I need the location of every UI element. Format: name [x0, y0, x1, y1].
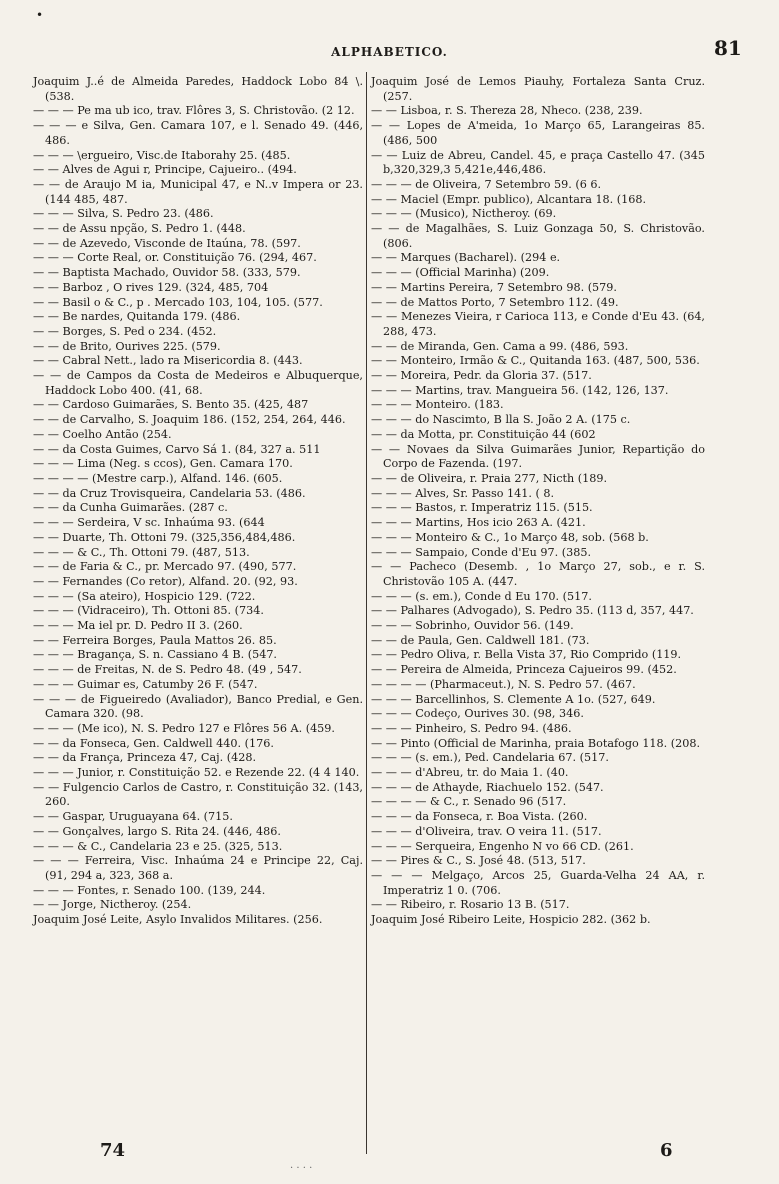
directory-entry: — — — Pinheiro, S. Pedro 94. (486. — [371, 721, 572, 735]
signature-mark-right: 6 — [660, 1140, 673, 1161]
right-column — [371, 75, 705, 928]
directory-entry: — — — Alves, Sr. Passo 141. ( 8. — [371, 486, 555, 500]
directory-entry: — — — (Me ico), N. S. Pedro 127 e Flôres 56 A. (459. — [33, 721, 335, 735]
directory-entry: — — — & C., Th. Ottoni 79. (487, 513. — [33, 545, 250, 559]
directory-entry: — — — Sobrinho, Ouvidor 56. (149. — [371, 619, 574, 633]
directory-entry: — — — de Oliveira, 7 Setembro 59. (6 6. — [371, 177, 602, 191]
directory-entry: — — Coelho Antão (254. — [33, 427, 172, 441]
directory-entry: — — — Sampaio, Conde d'Eu 97. (385. — [371, 545, 592, 559]
directory-entry: — — Borges, S. Ped o 234. (452. — [33, 324, 217, 338]
directory-entry: — — Barboz , O rives 129. (324, 485, 704 — [33, 280, 269, 294]
directory-entry: — — — do Nascimto, B lla S. João 2 A. (175 c. — [371, 413, 631, 427]
directory-entry: — — de Carvalho, S. Joaquim 186. (152, 254, 264, 446. — [33, 413, 346, 427]
directory-entry: — — Fernandes (Co retor), Alfand. 20. (92, 93. — [33, 574, 298, 588]
directory-entry: — — — Martins, Hos icio 263 A. (421. — [371, 516, 586, 530]
directory-entry: — — de Campos da Costa de Medeiros e Albuquerque, Haddock Lobo 400. (41, 68. — [33, 369, 363, 397]
directory-entry: — — — — (Pharmaceut.), N. S. Pedro 57. (467. — [371, 677, 636, 691]
directory-entry: — — da Cunha Guimarães. (287 c. — [33, 501, 228, 515]
directory-entry: — — — Bragança, S. n. Cassiano 4 B. (547. — [33, 648, 277, 662]
corner-mark: • — [36, 8, 44, 22]
directory-entry: — — Jorge, Nictheroy. (254. — [33, 898, 192, 912]
directory-entry: — — de Mattos Porto, 7 Setembro 112. (49. — [371, 295, 619, 309]
directory-entry: — — de Araujo M ia, Municipal 47, e N..v Impera or 23. (144 485, 487. — [33, 177, 363, 206]
directory-entry: — — Pinto (Official de Marinha, praia Botafogo 118. (208. — [371, 736, 701, 750]
directory-entry: — — — Codeço, Ourives 30. (98, 346. — [371, 707, 584, 721]
directory-entry: — — de Assu npção, S. Pedro 1. (448. — [33, 222, 246, 236]
page-number: 81 — [714, 36, 742, 60]
directory-entry: — — — (s. em.), Conde d Eu 170. (517. — [371, 589, 592, 603]
directory-entry: — — Martins Pereira, 7 Setembro 98. (579. — [371, 280, 617, 294]
directory-entry: — — Cabral Nett., lado ra Misericordia 8. (443. — [33, 354, 303, 368]
directory-entry: — — — d'Oliveira, trav. O veira 11. (517. — [371, 824, 602, 838]
directory-entry: — — — Bastos, r. Imperatriz 115. (515. — [371, 501, 593, 515]
directory-entry: — — — (Vidraceiro), Th. Ottoni 85. (734. — [33, 604, 264, 618]
directory-entry: — — — — (Mestre carp.), Alfand. 146. (605. — [33, 471, 283, 485]
directory-entry: — — — Junior, r. Constituição 52. e Rezende 22. (4 4 140. — [33, 766, 360, 780]
directory-entry: — — Pedro Oliva, r. Bella Vista 37, Rio Comprido (119. — [371, 648, 682, 662]
directory-entry: — — Be nardes, Quitanda 179. (486. — [33, 310, 241, 324]
directory-entry: — — — da Fonseca, r. Boa Vista. (260. — [371, 810, 588, 824]
directory-entry: — — de Miranda, Gen. Cama a 99. (486, 593. — [371, 339, 629, 353]
directory-entry: — — — & C., Candelaria 23 e 25. (325, 513. — [33, 839, 283, 853]
directory-entry: — — — de Athayde, Riachuelo 152. (547. — [371, 780, 604, 794]
directory-entry: — — da Costa Guimes, Carvo Sá 1. (84, 327 a. 511 — [33, 442, 321, 456]
directory-entry: Joaquim José Leite, Asylo Invalidos Militares. (256. — [33, 913, 323, 927]
directory-entry: — — — Martins, trav. Mangueira 56. (142, 126, 137. — [371, 383, 669, 397]
directory-entry: — — Ferreira Borges, Paula Mattos 26. 85. — [33, 633, 277, 647]
directory-entry: Joaquim J..é de Almeida Paredes, Haddock Lobo 84 \. (538. — [33, 75, 363, 103]
directory-entry: — — — Monteiro & C., 1o Março 48, sob. (568 b. — [371, 530, 649, 544]
directory-entry: — — Menezes Vieira, r Carioca 113, e Conde d'Eu 43. (64, 288, 473. — [371, 310, 705, 338]
directory-entry: — — — — & C., r. Senado 96 (517. — [371, 795, 567, 809]
directory-entry: — — — Guimar es, Catumby 26 F. (547. — [33, 677, 258, 691]
directory-entry: Joaquim José de Lemos Piauhy, Fortaleza Santa Cruz. (257. — [371, 75, 705, 103]
directory-entry: — — — Lima (Neg. s ccos), Gen. Camara 170. — [33, 457, 293, 471]
directory-entry: — — Cardoso Guimarães, S. Bento 35. (425, 487 — [33, 398, 309, 412]
directory-entry: — — Marques (Bacharel). (294 e. — [371, 251, 561, 265]
directory-entry: — — da Fonseca, Gen. Caldwell 440. (176. — [33, 736, 274, 750]
directory-entry: — — — d'Abreu, tr. do Maia 1. (40. — [371, 766, 569, 780]
directory-entry: — — Monteiro, Irmão & C., Quitanda 163. (487, 500, 536. — [371, 354, 700, 368]
directory-entry: — — — e Silva, Gen. Camara 107, e l. Senado 49. (446, 486. — [33, 119, 363, 147]
directory-entry: — — da França, Princeza 47, Caj. (428. — [33, 751, 257, 765]
directory-entry: — — de Brito, Ourives 225. (579. — [33, 339, 221, 353]
directory-entry: Joaquim José Ribeiro Leite, Hospicio 282. (362 b. — [371, 913, 651, 927]
directory-entry: — — — Serqueira, Engenho N vo 66 CD. (261. — [371, 839, 634, 853]
directory-entry: — — Lopes de A'meida, 1o Março 65, Larangeiras 85. (486, 500 — [371, 119, 705, 147]
directory-entry: — — da Cruz Trovisqueira, Candelaria 53. (486. — [33, 486, 306, 500]
directory-entry: — — Basil o & C., p . Mercado 103, 104, 105. (577. — [33, 295, 323, 309]
signature-mark-left: 74 — [100, 1140, 126, 1161]
directory-entry: — — Pires & C., S. José 48. (513, 517. — [371, 854, 586, 868]
directory-entry: — — — Fontes, r. Senado 100. (139, 244. — [33, 883, 266, 897]
directory-entry: — — — Barcellinhos, S. Clemente A 1o. (527, 649. — [371, 692, 656, 706]
directory-entry: — — da Motta, pr. Constituição 44 (602 — [371, 427, 596, 441]
directory-entry: — — — Pe ma ub ico, trav. Flôres 3, S. Christovão. (2 12. — [33, 104, 355, 118]
directory-entry: — — de Paula, Gen. Caldwell 181. (73. — [371, 633, 590, 647]
directory-entry: — — de Oliveira, r. Praia 277, Nicth (189. — [371, 471, 608, 485]
directory-entry: — — Gaspar, Uruguayana 64. (715. — [33, 810, 233, 824]
directory-entry: — — — (Official Marinha) (209. — [371, 266, 550, 280]
directory-entry: — — — \ergueiro, Visc.de Itaborahy 25. (485. — [33, 148, 291, 162]
directory-entry: — — — de Figueiredo (Avaliador), Banco Predial, e Gen. Camara 320. (98. — [33, 692, 363, 721]
directory-entry: — — — Monteiro. (183. — [371, 398, 504, 412]
directory-entry: — — — de Freitas, N. de S. Pedro 48. (49 , 547. — [33, 663, 302, 677]
column-divider — [366, 72, 367, 1154]
directory-entry: — — — Ma iel pr. D. Pedro II 3. (260. — [33, 619, 243, 633]
directory-entry: — — Baptista Machado, Ouvidor 58. (333, 579. — [33, 266, 301, 280]
directory-entry: — — Maciel (Empr. publico), Alcantara 18. (168. — [371, 192, 647, 206]
directory-entry: — — — (s. em.), Ped. Candelaria 67. (517. — [371, 751, 609, 765]
directory-entry: — — Alves de Agui r, Principe, Cajueiro.. (494. — [33, 163, 297, 177]
directory-entry: — — de Magalhães, S. Luiz Gonzaga 50, S. Christovão. (806. — [371, 222, 705, 250]
left-column — [33, 75, 363, 928]
directory-entry: — — Palhares (Advogado), S. Pedro 35. (113 d, 357, 447. — [371, 604, 694, 618]
directory-entry: — — de Azevedo, Visconde de Itaúna, 78. (597. — [33, 236, 301, 250]
directory-entry: — — — Silva, S. Pedro 23. (486. — [33, 207, 214, 221]
page-title: ALPHABETICO. — [331, 45, 448, 59]
directory-entry: — — Fulgencio Carlos de Castro, r. Constituição 32. (143, 260. — [33, 780, 363, 809]
directory-entry: — — — Serdeira, V sc. Inhaúma 93. (644 — [33, 516, 265, 530]
directory-entry: — — Duarte, Th. Ottoni 79. (325,356,484,486. — [33, 530, 296, 544]
directory-entry: — — Lisboa, r. S. Thereza 28, Nheco. (238, 239. — [371, 104, 643, 118]
directory-entry: — — Ribeiro, r. Rosario 13 B. (517. — [371, 898, 570, 912]
directory-entry: — — — Corte Real, or. Constituição 76. (294, 467. — [33, 251, 317, 265]
directory-entry: — — — Melgaço, Arcos 25, Guarda-Velha 24 AA, r. Imperatriz 1 0. (706. — [371, 868, 705, 897]
directory-entry: — — Luiz de Abreu, Candel. 45, e praça Castello 47. (345 b,320,329,3 5,421e,446,486. — [371, 148, 705, 177]
directory-entry: — — Moreira, Pedr. da Gloria 37. (517. — [371, 369, 592, 383]
bottom-marks: . . . . — [290, 1160, 313, 1171]
directory-entry: — — Novaes da Silva Guimarães Junior, Repartição do Corpo de Fazenda. (197. — [371, 442, 705, 471]
directory-entry: — — — (Sa ateiro), Hospicio 129. (722. — [33, 589, 256, 603]
directory-entry: — — Pereira de Almeida, Princeza Cajueiros 99. (452. — [371, 663, 677, 677]
directory-entry: — — — (Musico), Nictheroy. (69. — [371, 207, 557, 221]
directory-entry: — — Pacheco (Desemb. , 1o Março 27, sob., e r. S. Christovão 105 A. (447. — [371, 560, 705, 588]
directory-entry: — — — Ferreira, Visc. Inhaúma 24 e Principe 22, Caj. (91, 294 a, 323, 368 a. — [33, 854, 363, 882]
directory-entry: — — de Faria & C., pr. Mercado 97. (490, 577. — [33, 560, 297, 574]
directory-entry: — — Gonçalves, largo S. Rita 24. (446, 486. — [33, 824, 281, 838]
